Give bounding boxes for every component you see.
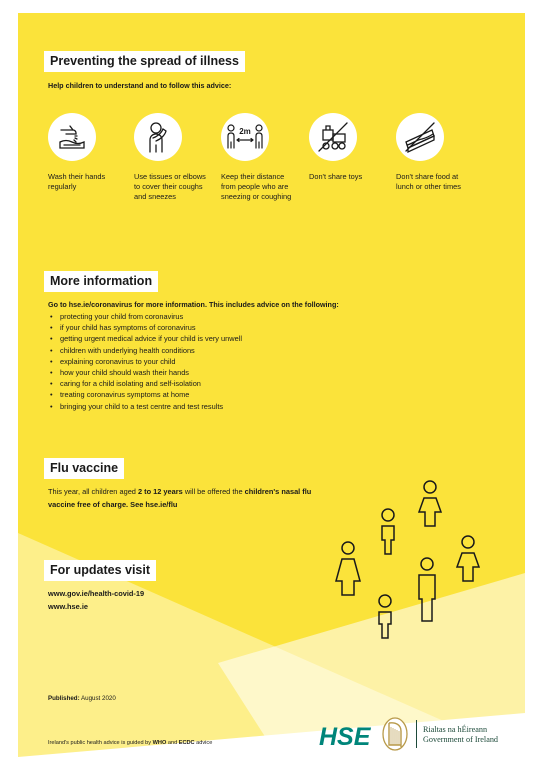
more-info-list: [48, 311, 242, 412]
flu-vaccine-text: [48, 486, 318, 511]
link-gov-ie[interactable]: www.gov.ie/health-covid-19: [48, 589, 145, 598]
preventing-subtitle: Help children to understand and to follow this advice:: [48, 81, 232, 90]
section-title-preventing: Preventing the spread of illness: [44, 51, 245, 72]
advice-item-keep-distance: [221, 113, 299, 202]
hse-logo-text: HSE: [319, 723, 371, 751]
footer-text: Ireland's public health advice is guided by: [48, 740, 153, 746]
advice-caption: Keep their distance from people who are sneezing or coughing: [221, 172, 292, 201]
logo-divider: [416, 720, 417, 748]
advice-item-no-food-sharing: [396, 113, 474, 192]
poster-page: [18, 13, 525, 757]
child-figure-icon: [457, 536, 479, 581]
cough-into-elbow-icon: [134, 113, 182, 161]
advice-caption: Don't share toys: [309, 172, 363, 181]
list-item: • caring for a child isolating and self-isolation: [48, 378, 242, 389]
section-title-more-info: More information: [44, 271, 158, 292]
no-toys-icon: [309, 113, 357, 161]
harp-emblem-icon: [380, 715, 410, 753]
no-food-sharing-icon: [396, 113, 444, 161]
section-title-flu: Flu vaccine: [44, 458, 124, 479]
footer-text: advice: [194, 740, 213, 746]
advice-item-cover-cough: [134, 113, 212, 202]
advice-caption: Use tissues or elbows to cover their coughs and sneezes: [134, 172, 206, 201]
list-item: • treating coronavirus symptoms at home: [48, 389, 242, 400]
list-item: • if your child has symptoms of coronavirus: [48, 322, 242, 333]
published-date: [48, 695, 116, 702]
child-figure-icon: [336, 542, 360, 595]
footer-who: WHO: [152, 740, 167, 746]
gov-logo-english: Government of Ireland: [423, 735, 499, 744]
flu-age-range: 2 to 12 years: [137, 487, 183, 496]
distance-label: 2m: [239, 127, 251, 136]
list-item: • children with underlying health conditions: [48, 345, 242, 356]
advice-caption: Don't share food at lunch or other times: [396, 172, 461, 191]
gov-logo-irish: Rialtas na hÉireann: [423, 725, 488, 734]
hse-logo-icon: [318, 715, 371, 751]
more-info-intro: Go to hse.ie/coronavirus for more information. This includes advice on the following:: [48, 300, 339, 309]
list-item: • bringing your child to a test centre and test results: [48, 401, 242, 412]
child-figure-icon: [419, 481, 441, 526]
child-figure-icon: [382, 509, 394, 554]
hand-washing-icon: [48, 113, 96, 161]
list-item: • getting urgent medical advice if your child is very unwell: [48, 333, 242, 344]
published-label: Published:: [48, 695, 80, 702]
flu-offer-link[interactable]: children's nasal flu vaccine free of charge. See hse.ie/flu: [48, 487, 312, 509]
link-hse-ie[interactable]: www.hse.ie: [48, 602, 88, 611]
social-distance-icon: [221, 113, 269, 161]
section-title-updates: For updates visit: [44, 560, 156, 581]
child-figure-icon: [379, 595, 391, 638]
list-item: • explaining coronavirus to your child: [48, 356, 242, 367]
published-value: August 2020: [79, 695, 116, 702]
flu-text-part: will be offered the: [182, 487, 245, 496]
list-item: • protecting your child from coronavirus: [48, 311, 242, 322]
footer-text: and: [166, 740, 179, 746]
child-figure-icon: [419, 558, 435, 621]
children-figures-illustration: [328, 478, 498, 643]
flu-text-part: This year, all children aged: [48, 487, 138, 496]
government-of-ireland-logo: [423, 725, 498, 745]
list-item: • how your child should wash their hands: [48, 367, 242, 378]
advice-item-no-toys: [309, 113, 387, 182]
footer-ecdc: ECDC: [178, 740, 195, 746]
advice-caption: Wash their hands regularly: [48, 172, 106, 191]
advice-item-wash-hands: [48, 113, 126, 192]
footer-note: [48, 740, 212, 746]
